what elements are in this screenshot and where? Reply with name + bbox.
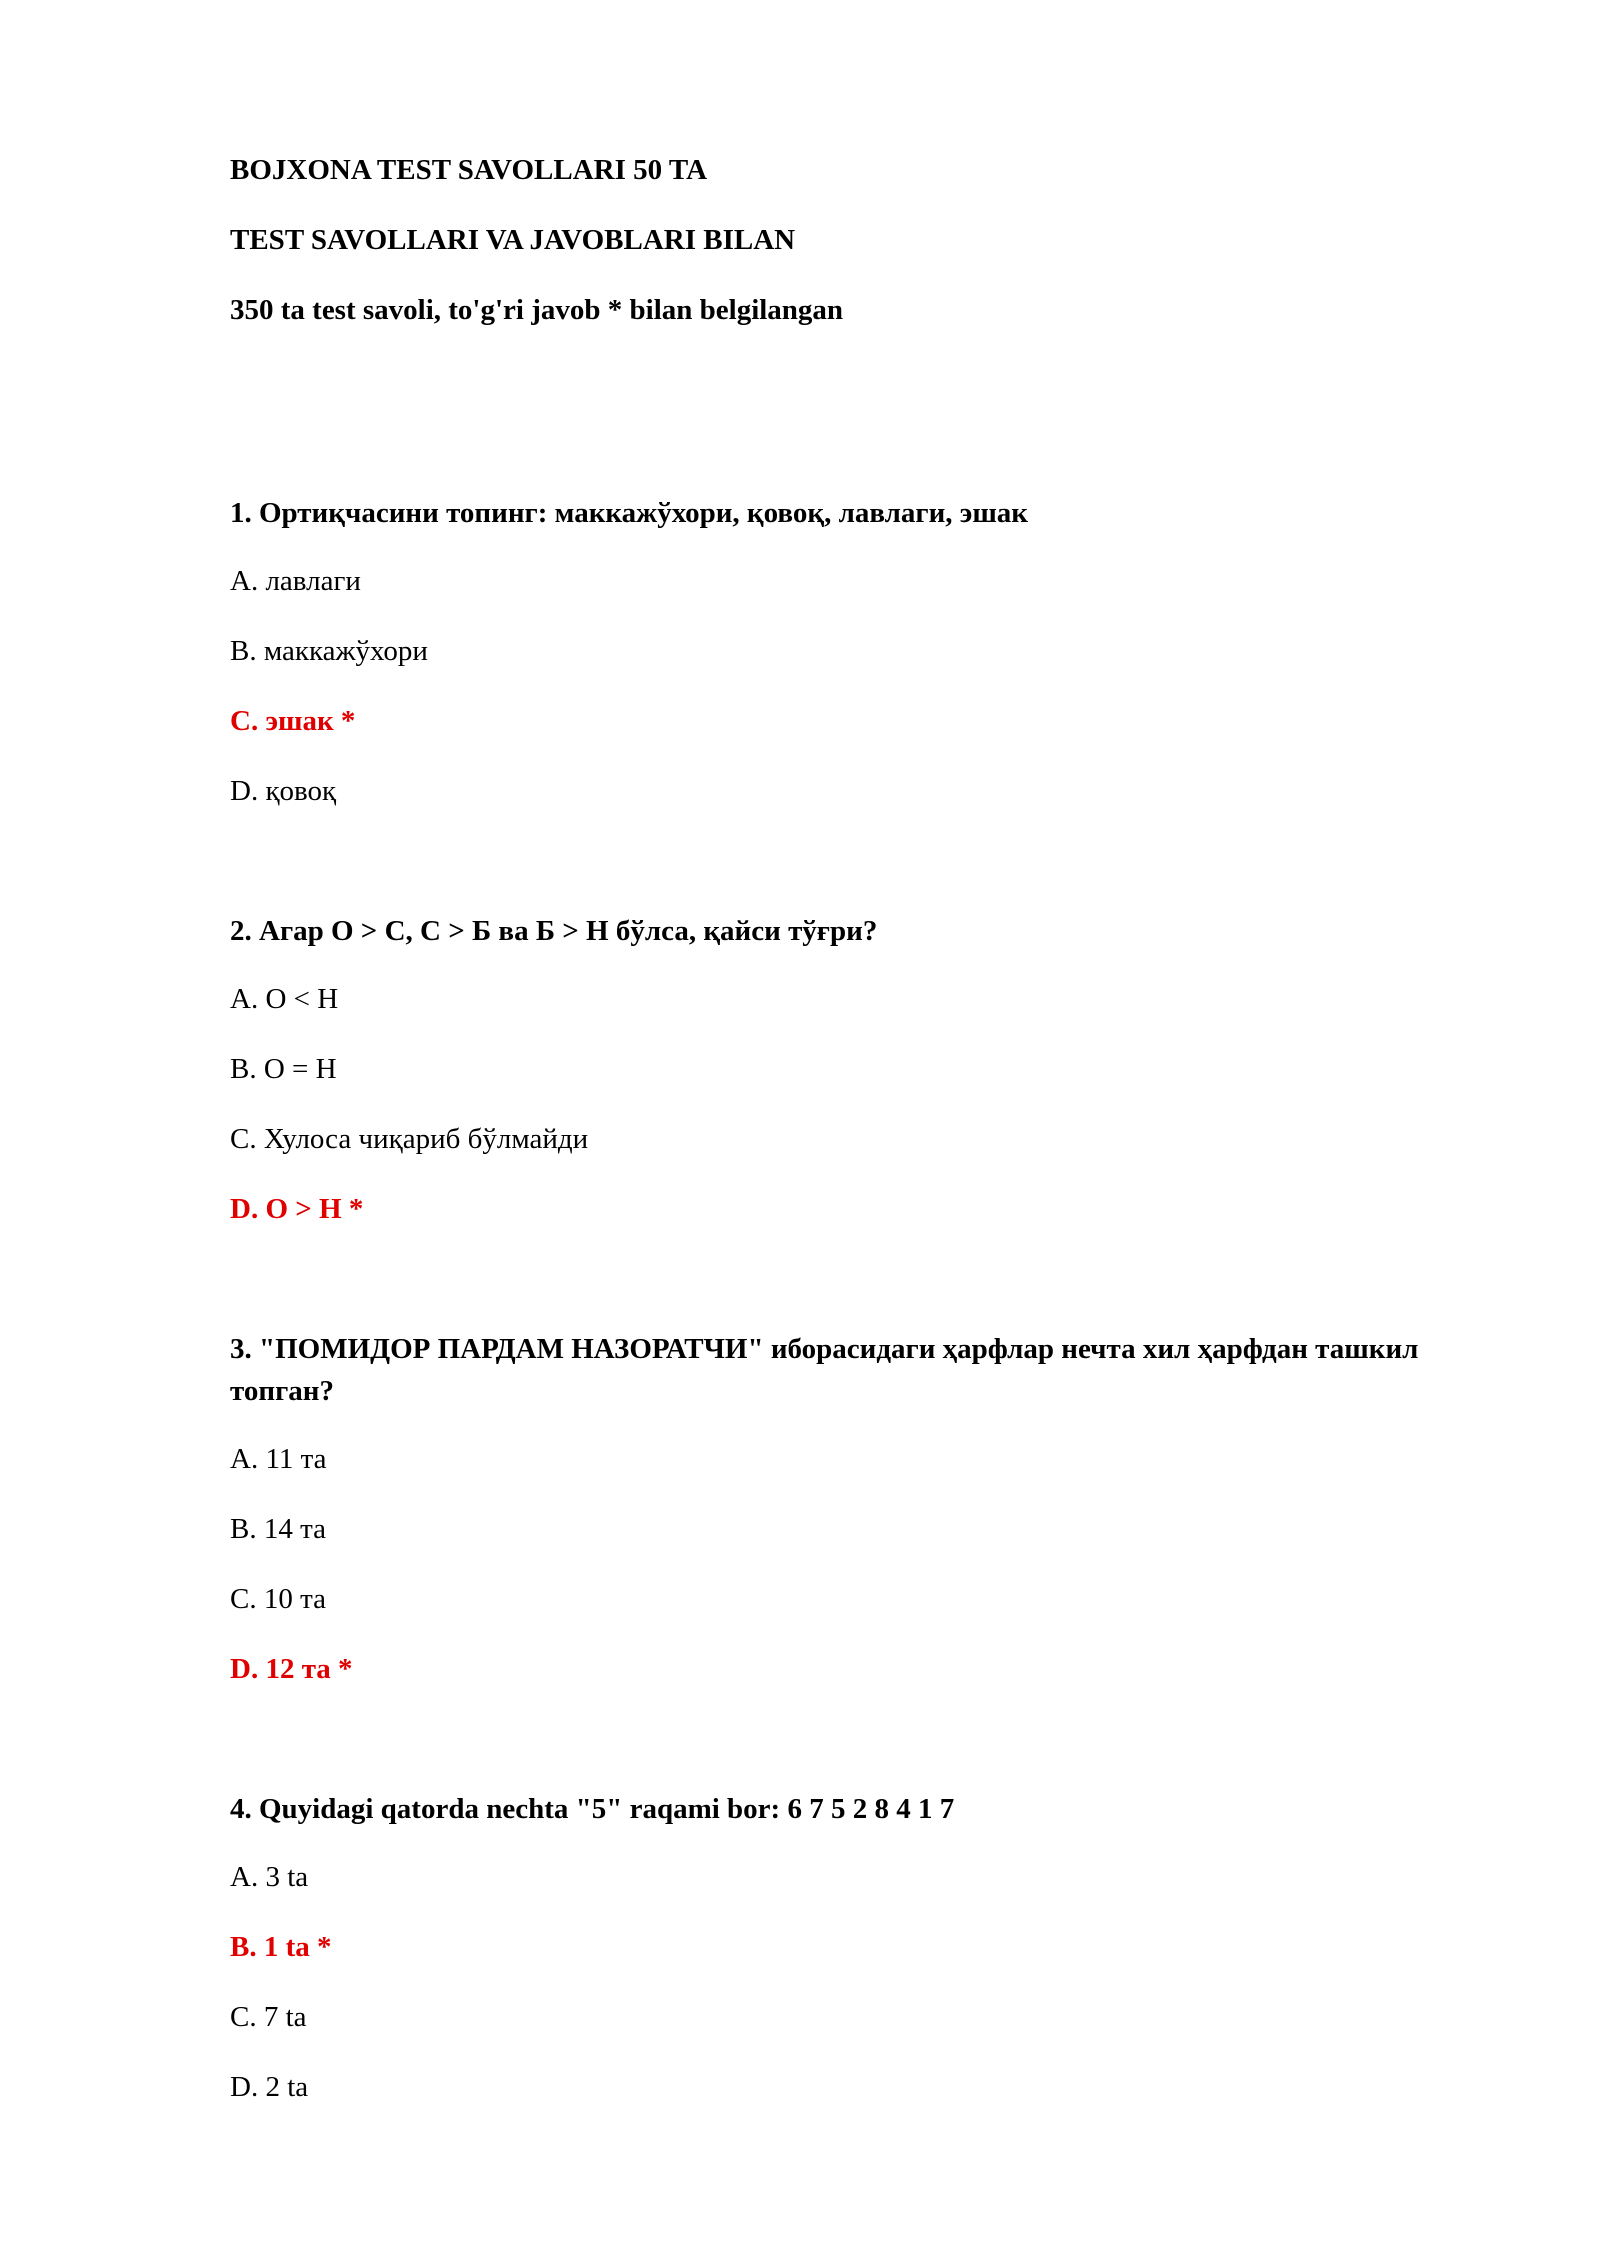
question-text: 4. Quyidagi qatorda nechta "5" raqami bor: 6 7 5 2 8 4 1 7 [230, 1793, 955, 1825]
answer-option-d: D. 2 ta [230, 2071, 309, 2103]
question-3 [230, 1328, 1470, 1689]
answer-option-d: D. қовоқ [230, 775, 337, 807]
answer-option-b-correct: B. 1 ta * [230, 1931, 332, 1963]
answer-option-b: B. маккажўхори [230, 635, 428, 667]
answer-option-c-correct: C. эшак * [230, 705, 356, 737]
answer-option-b: B. 14 та [230, 1513, 326, 1545]
answer-option-c: C. 7 ta [230, 2001, 307, 2033]
question-text: 3. "ПОМИДОР ПАРДАМ НАЗОРАТЧИ" иборасидаги ҳарфлар нечта хил ҳарфдан ташкил топган? [230, 1333, 1419, 1407]
answer-option-d-correct: D. О > Н * [230, 1193, 364, 1225]
document-subtitle: TEST SAVOLLARI VA JAVOBLARI BILAN [230, 224, 796, 256]
answer-option-c: C. 10 та [230, 1583, 326, 1615]
question-text: 1. Ортиқчасини топинг: маккажўхори, қовоқ, лавлаги, эшак [230, 497, 1029, 529]
document-title: BOJXONA TEST SAVOLLARI 50 TA [230, 154, 708, 186]
answer-option-a: A. лавлаги [230, 565, 361, 597]
answer-option-d-correct: D. 12 та * [230, 1653, 353, 1685]
answer-option-a: A. О < Н [230, 983, 339, 1015]
answer-option-a: A. 11 та [230, 1443, 327, 1475]
answer-option-c: C. Хулоса чиқариб бўлмайди [230, 1123, 589, 1155]
question-1 [230, 492, 1470, 811]
answer-option-b: B. О = Н [230, 1053, 337, 1085]
document-instruction: 350 ta test savoli, to'g'ri javob * bilan belgilangan [230, 294, 844, 326]
question-2 [230, 910, 1470, 1229]
answer-option-a: A. 3 ta [230, 1861, 309, 1893]
question-4 [230, 1788, 1470, 2107]
document-page [230, 150, 1470, 2206]
question-text: 2. Агар О > С, С > Б ва Б > Н бўлса, қайси тўғри? [230, 915, 878, 947]
